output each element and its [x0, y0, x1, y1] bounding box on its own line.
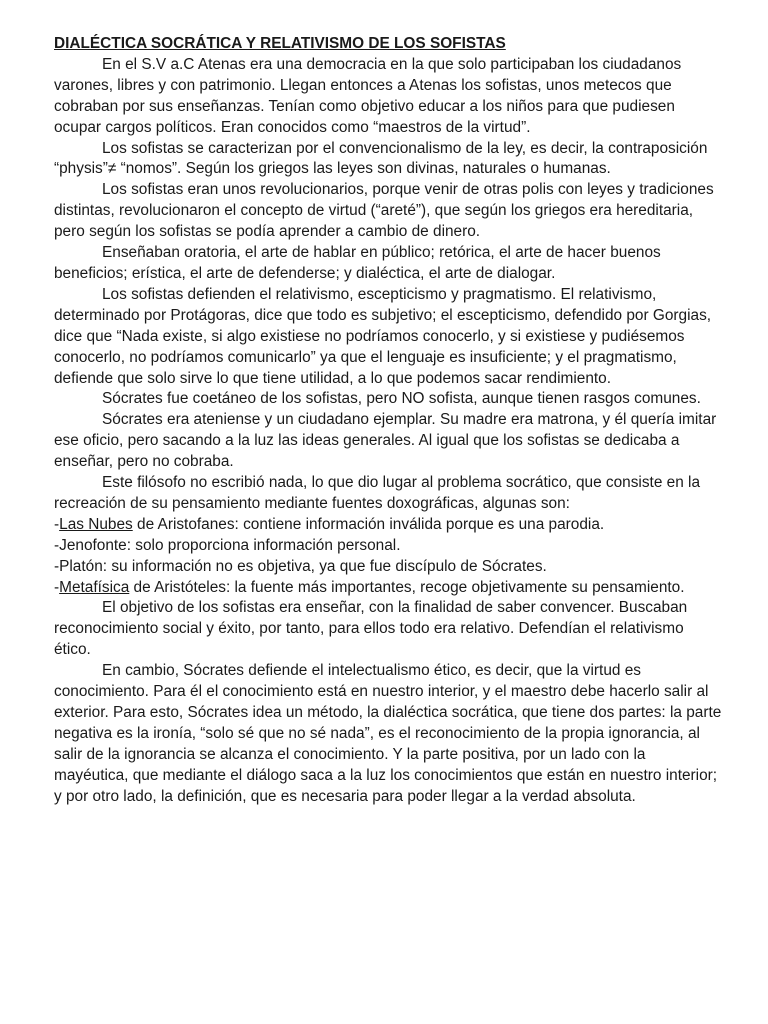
- paragraph-teachings: Enseñaban oratoria, el arte de hablar en público; retórica, el arte de hacer buenos beneficios; erística, el arte de defenderse; y dialéctica, el arte de dialogar.: [54, 244, 661, 282]
- document-title: DIALÉCTICA SOCRÁTICA Y RELATIVISMO DE LOS SOFISTAS: [54, 35, 506, 52]
- source-text: de Aristóteles: la fuente más importantes, recoge objetivamente su pensamiento.: [129, 578, 685, 596]
- paragraph-socrates-contemporary: Sócrates fue coetáneo de los sofistas, pero NO sofista, aunque tienen rasgos comunes.: [102, 390, 701, 408]
- source-work-title: Metafísica: [59, 578, 130, 596]
- source-item-aristoteles: [54, 578, 722, 599]
- paragraph-socrates-athenian: Sócrates era ateniense y un ciudadano ejemplar. Su madre era matrona, y él quería imitar ese oficio, pero sacando a la luz las ideas generales. Al igual que los sofistas se dedicaba a enseñar, pero no cobraba.: [54, 411, 717, 471]
- source-text: de Aristofanes: contiene información inválida porque es una parodia.: [132, 515, 605, 533]
- paragraph-relativism: Los sofistas defienden el relativismo, escepticismo y pragmatismo. El relativismo, determinado por Protágoras, dice que todo es subjetivo; el escepticismo, defendido por Gorgias, dice que “Nada existe, si algo existiese no podríamos conocerlo, y si existiese y pudiésemos conocerlo, no podríamos comunicarlo” ya que el lenguaje es insuficiente; y el pragmatismo, defiende que solo sirve lo que tiene utilidad, a lo que podemos sacar rendimiento.: [54, 285, 712, 387]
- document-page: [54, 34, 722, 808]
- paragraph-conventionalism: Los sofistas se caracterizan por el convencionalismo de la ley, es decir, la contraposición “physis”≠ “nomos”. Según los griegos las leyes son divinas, naturales o humanas.: [54, 139, 708, 178]
- paragraph-intellectualism: En cambio, Sócrates defiende el intelectualismo ético, es decir, que la virtud es conocimiento. Para él el conocimiento está en nuestro interior, y el maestro debe hacerlo salir al exterior. Para esto, Sócrates idea un método, la dialéctica socrática, que tiene dos partes: la parte negativa es la ironía, “solo sé que no sé nada”, es el reconocimiento de la propia ignorancia, al salir de la ignorancia se alcanza el conocimiento. Y la parte positiva, por un lado con la mayéutica, que mediante el diálogo saca a la luz los conocimientos que están en nuestro interior; y por otro lado, la definición, que es necesaria para poder llegar a la verdad absoluta.: [54, 662, 722, 805]
- source-item-platon: -Platón: su información no es objetiva, ya que fue discípulo de Sócrates.: [54, 557, 547, 575]
- paragraph-sophists-objective: El objetivo de los sofistas era enseñar, con la finalidad de saber convencer. Buscaban reconocimiento social y éxito, por tanto, para ellos todo era relativo. Defendían el relativismo ético.: [54, 599, 688, 659]
- source-item-jenofonte: -Jenofonte: solo proporciona información personal.: [54, 536, 401, 554]
- paragraph-socratic-problem: Este filósofo no escribió nada, lo que dio lugar al problema socrático, que consiste en la recreación de su pensamiento mediante fuentes doxográficas, algunas son:: [54, 474, 701, 512]
- source-item-aristofanes: [54, 515, 722, 536]
- paragraph-athens: En el S.V a.C Atenas era una democracia en la que solo participaban los ciudadanos varones, libres y con patrimonio. Llegan entonces a Atenas los sofistas, unos metecos que cobraban por sus enseñanzas. Tenían como objetivo educar a los niños para que pudiesen ocupar cargos políticos. Eran conocidos como “maestros de la virtud”.: [54, 55, 682, 136]
- source-work-title: Las Nubes: [59, 515, 133, 533]
- source-prefix: -: [54, 578, 60, 596]
- paragraph-revolutionaries: Los sofistas eran unos revolucionarios, porque venir de otras polis con leyes y tradiciones distintas, revolucionaron el concepto de virtud (“areté”), que según los griegos era hereditaria, pero según los sofistas se podía aprender a cambio de dinero.: [54, 181, 714, 241]
- source-prefix: -: [54, 515, 60, 533]
